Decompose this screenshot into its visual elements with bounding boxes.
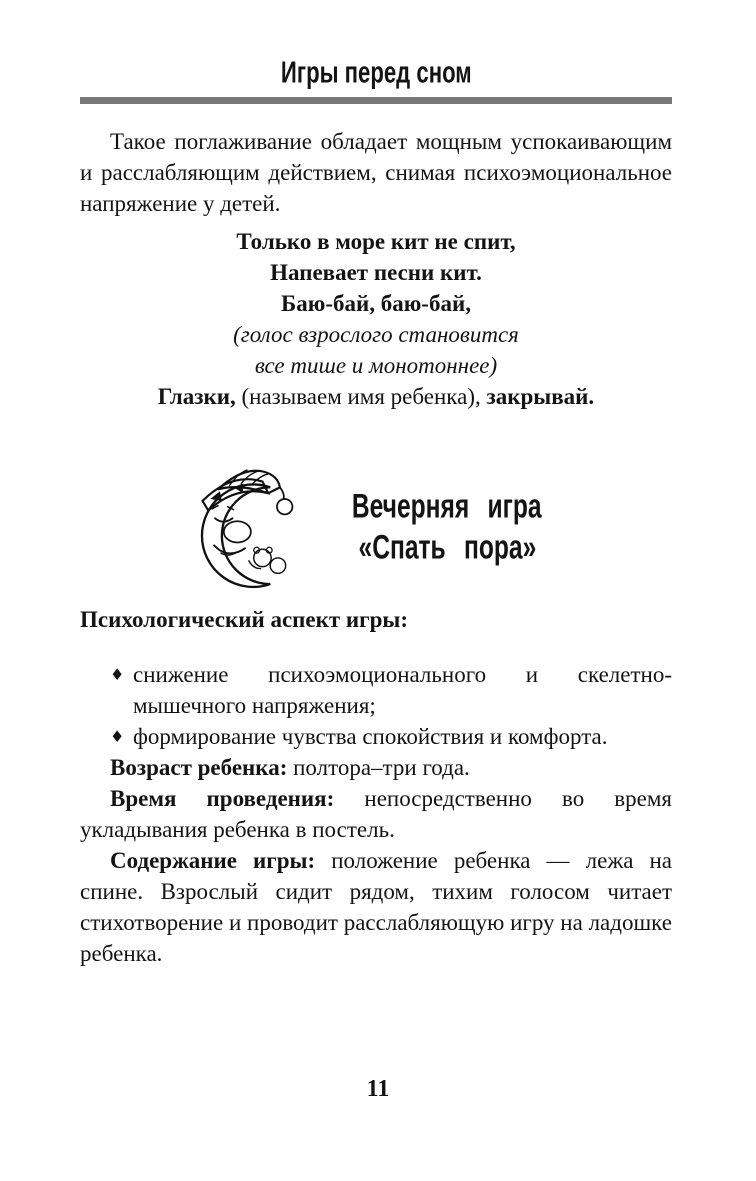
crescent-moon-nightcap-icon — [189, 463, 305, 591]
detail-age — [80, 752, 672, 783]
section-title-line2: «Спать пора» — [358, 528, 536, 567]
page-number: 11 — [366, 1076, 390, 1102]
detail-content-label: Содержание игры: — [110, 848, 316, 873]
poem-stage-direction: (голос взрослого становится — [233, 322, 519, 347]
detail-age-text: полтора–три года. — [287, 755, 470, 780]
poem-block — [80, 226, 672, 412]
running-head-title: Игры перед сном — [280, 54, 472, 90]
section-title-line1: Вечерняя игра — [352, 487, 542, 526]
poem-line: Напевает песни кит. — [270, 260, 482, 285]
diamond-bullet-icon: ♦ — [110, 665, 125, 684]
poem-final-middle: (называем имя ребенка), — [235, 384, 487, 409]
running-head — [80, 0, 672, 88]
aspect-list-item — [80, 721, 672, 752]
diamond-bullet-icon: ♦ — [110, 727, 125, 746]
page-content — [80, 0, 672, 969]
section-title — [331, 486, 562, 568]
detail-time — [80, 783, 672, 845]
poem-line: Баю-бай, баю-бай, — [281, 291, 471, 316]
poem-stage-direction: все тише и монотоннее) — [254, 353, 498, 378]
detail-content-text: положение ребенка — лежа на спине. Взрослый сидит рядом, тихим голосом читает стихотворение и проводит расслабляющую игру на ладошке ребенка. — [80, 848, 673, 966]
detail-age-label: Возраст ребенка: — [110, 755, 288, 780]
detail-time-text: непосредственно во время укладывания ребенка в постель. — [80, 786, 672, 842]
poem-line: Только в море кит не спит, — [236, 229, 516, 254]
aspect-item-text: формирование чувства спокойствия и комфорта. — [133, 724, 608, 749]
aspect-item-text: снижение психоэмоционального и скелетно-мышечного напряжения; — [133, 662, 672, 718]
detail-time-label: Время проведения: — [110, 786, 335, 811]
aspect-list-item — [80, 659, 672, 721]
aspects-heading: Психологический аспект игры: — [80, 607, 409, 632]
detail-content — [80, 845, 672, 969]
poem-final-line — [80, 381, 672, 412]
intro-paragraph: Такое поглаживание обладает мощным успокаивающим и расслабляющим действием, снимая психоэмоциональное напряжение у детей. — [80, 129, 672, 216]
poem-final-start: Глазки, — [157, 384, 236, 409]
section-header — [80, 462, 672, 592]
poem-final-end: закрывай. — [486, 384, 595, 409]
header-rule — [80, 97, 672, 104]
